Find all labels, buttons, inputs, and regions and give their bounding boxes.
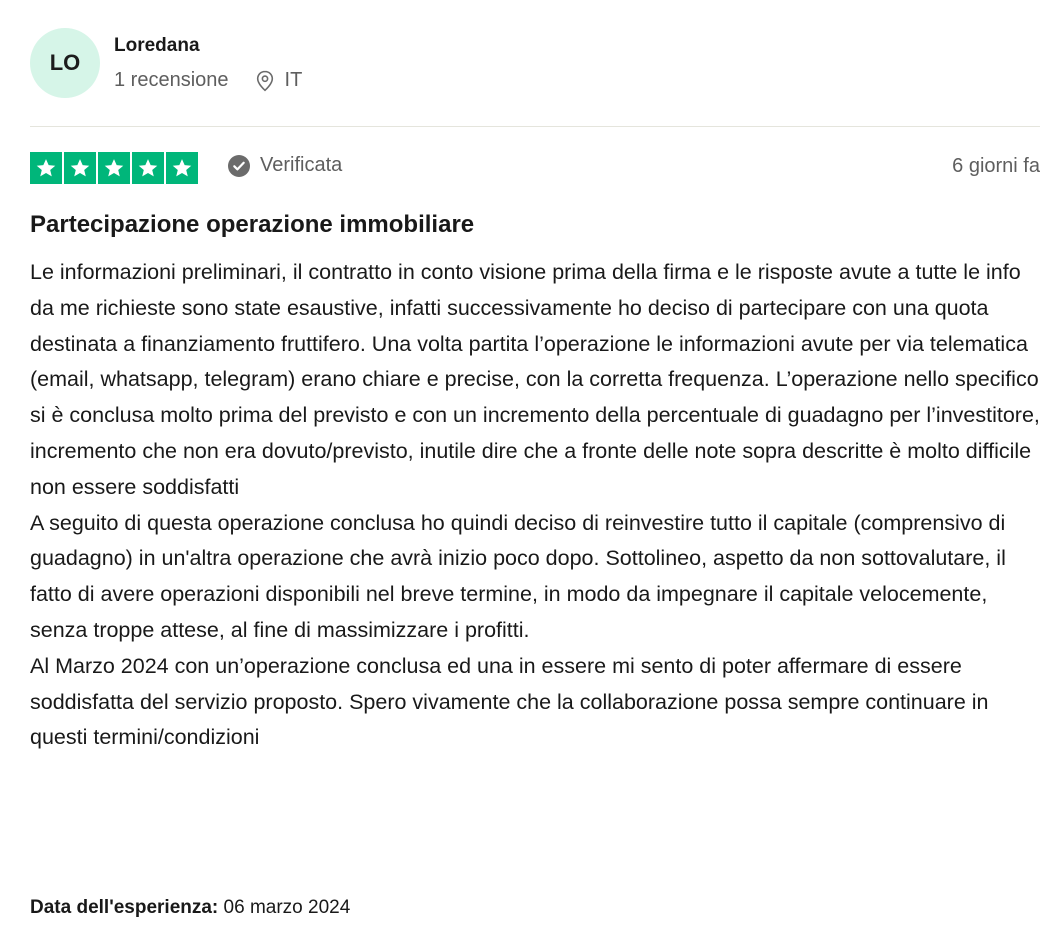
review-paragraph: Al Marzo 2024 con un’operazione conclusa ed una in essere mi sento di poter affermare di essere soddisfatta del servizio proposto. Spero vivamente che la collaborazione possa sempre continuare in questi termini/condizioni [30,653,989,750]
star-rating [30,152,200,184]
avatar[interactable] [30,28,100,98]
experience-value: 06 marzo 2024 [223,897,351,918]
review-body [30,255,1040,756]
review-date: 6 giorni fa [952,155,1040,177]
review-count: 1 recensione [114,69,229,91]
experience-date [30,897,350,919]
star-icon [30,152,62,184]
country-code: IT [284,69,303,91]
divider [30,126,1040,127]
verified-label: Verificata [260,154,343,176]
rating-row [30,152,1040,186]
reviewer-meta [114,69,302,92]
reviewer-location [255,69,303,92]
review-paragraph: Le informazioni preliminari, il contratto in conto visione prima della firma e le risposte avute a tutte le info da me richieste sono state esaustive, infatti successivamente ho deciso di partecipare con una quota destinata a finanziamento fruttifero. Una volta partita l’operazione le informazioni avute per via telematica (email, whatsapp, telegram) erano chiare e precise, con la corretta frequenza. L’operazione nello specifico si è conclusa molto prima del previsto e con un incremento della percentuale di guadagno per l’investitore, incremento che non era dovuto/previsto, inutile dire che a fronte delle note sopra descritte è molto difficile non essere soddisfatti [30,260,1040,499]
check-circle-icon [228,155,250,177]
review-title[interactable]: Partecipazione operazione immobiliare [30,211,475,238]
reviewer-header [30,28,1040,102]
verified-badge[interactable] [228,154,342,177]
experience-label: Data dell'esperienza: [30,897,219,918]
star-icon [132,152,164,184]
avatar-initials: LO [49,50,81,75]
star-icon [166,152,198,184]
review-card [30,0,1040,928]
location-pin-icon [255,70,275,92]
star-icon [98,152,130,184]
reviewer-name[interactable]: Loredana [114,35,200,56]
star-icon [64,152,96,184]
review-paragraph: A seguito di questa operazione conclusa ho quindi deciso di reinvestire tutto il capitale (comprensivo di guadagno) in un'altra operazione che avrà inizio poco dopo. Sottolineo, aspetto da non sottovalutare, il fatto di avere operazioni disponibili nel breve termine, in modo da impegnare il capitale velocemente, senza troppe attese, al fine di massimizzare i profitti. [30,510,1006,642]
